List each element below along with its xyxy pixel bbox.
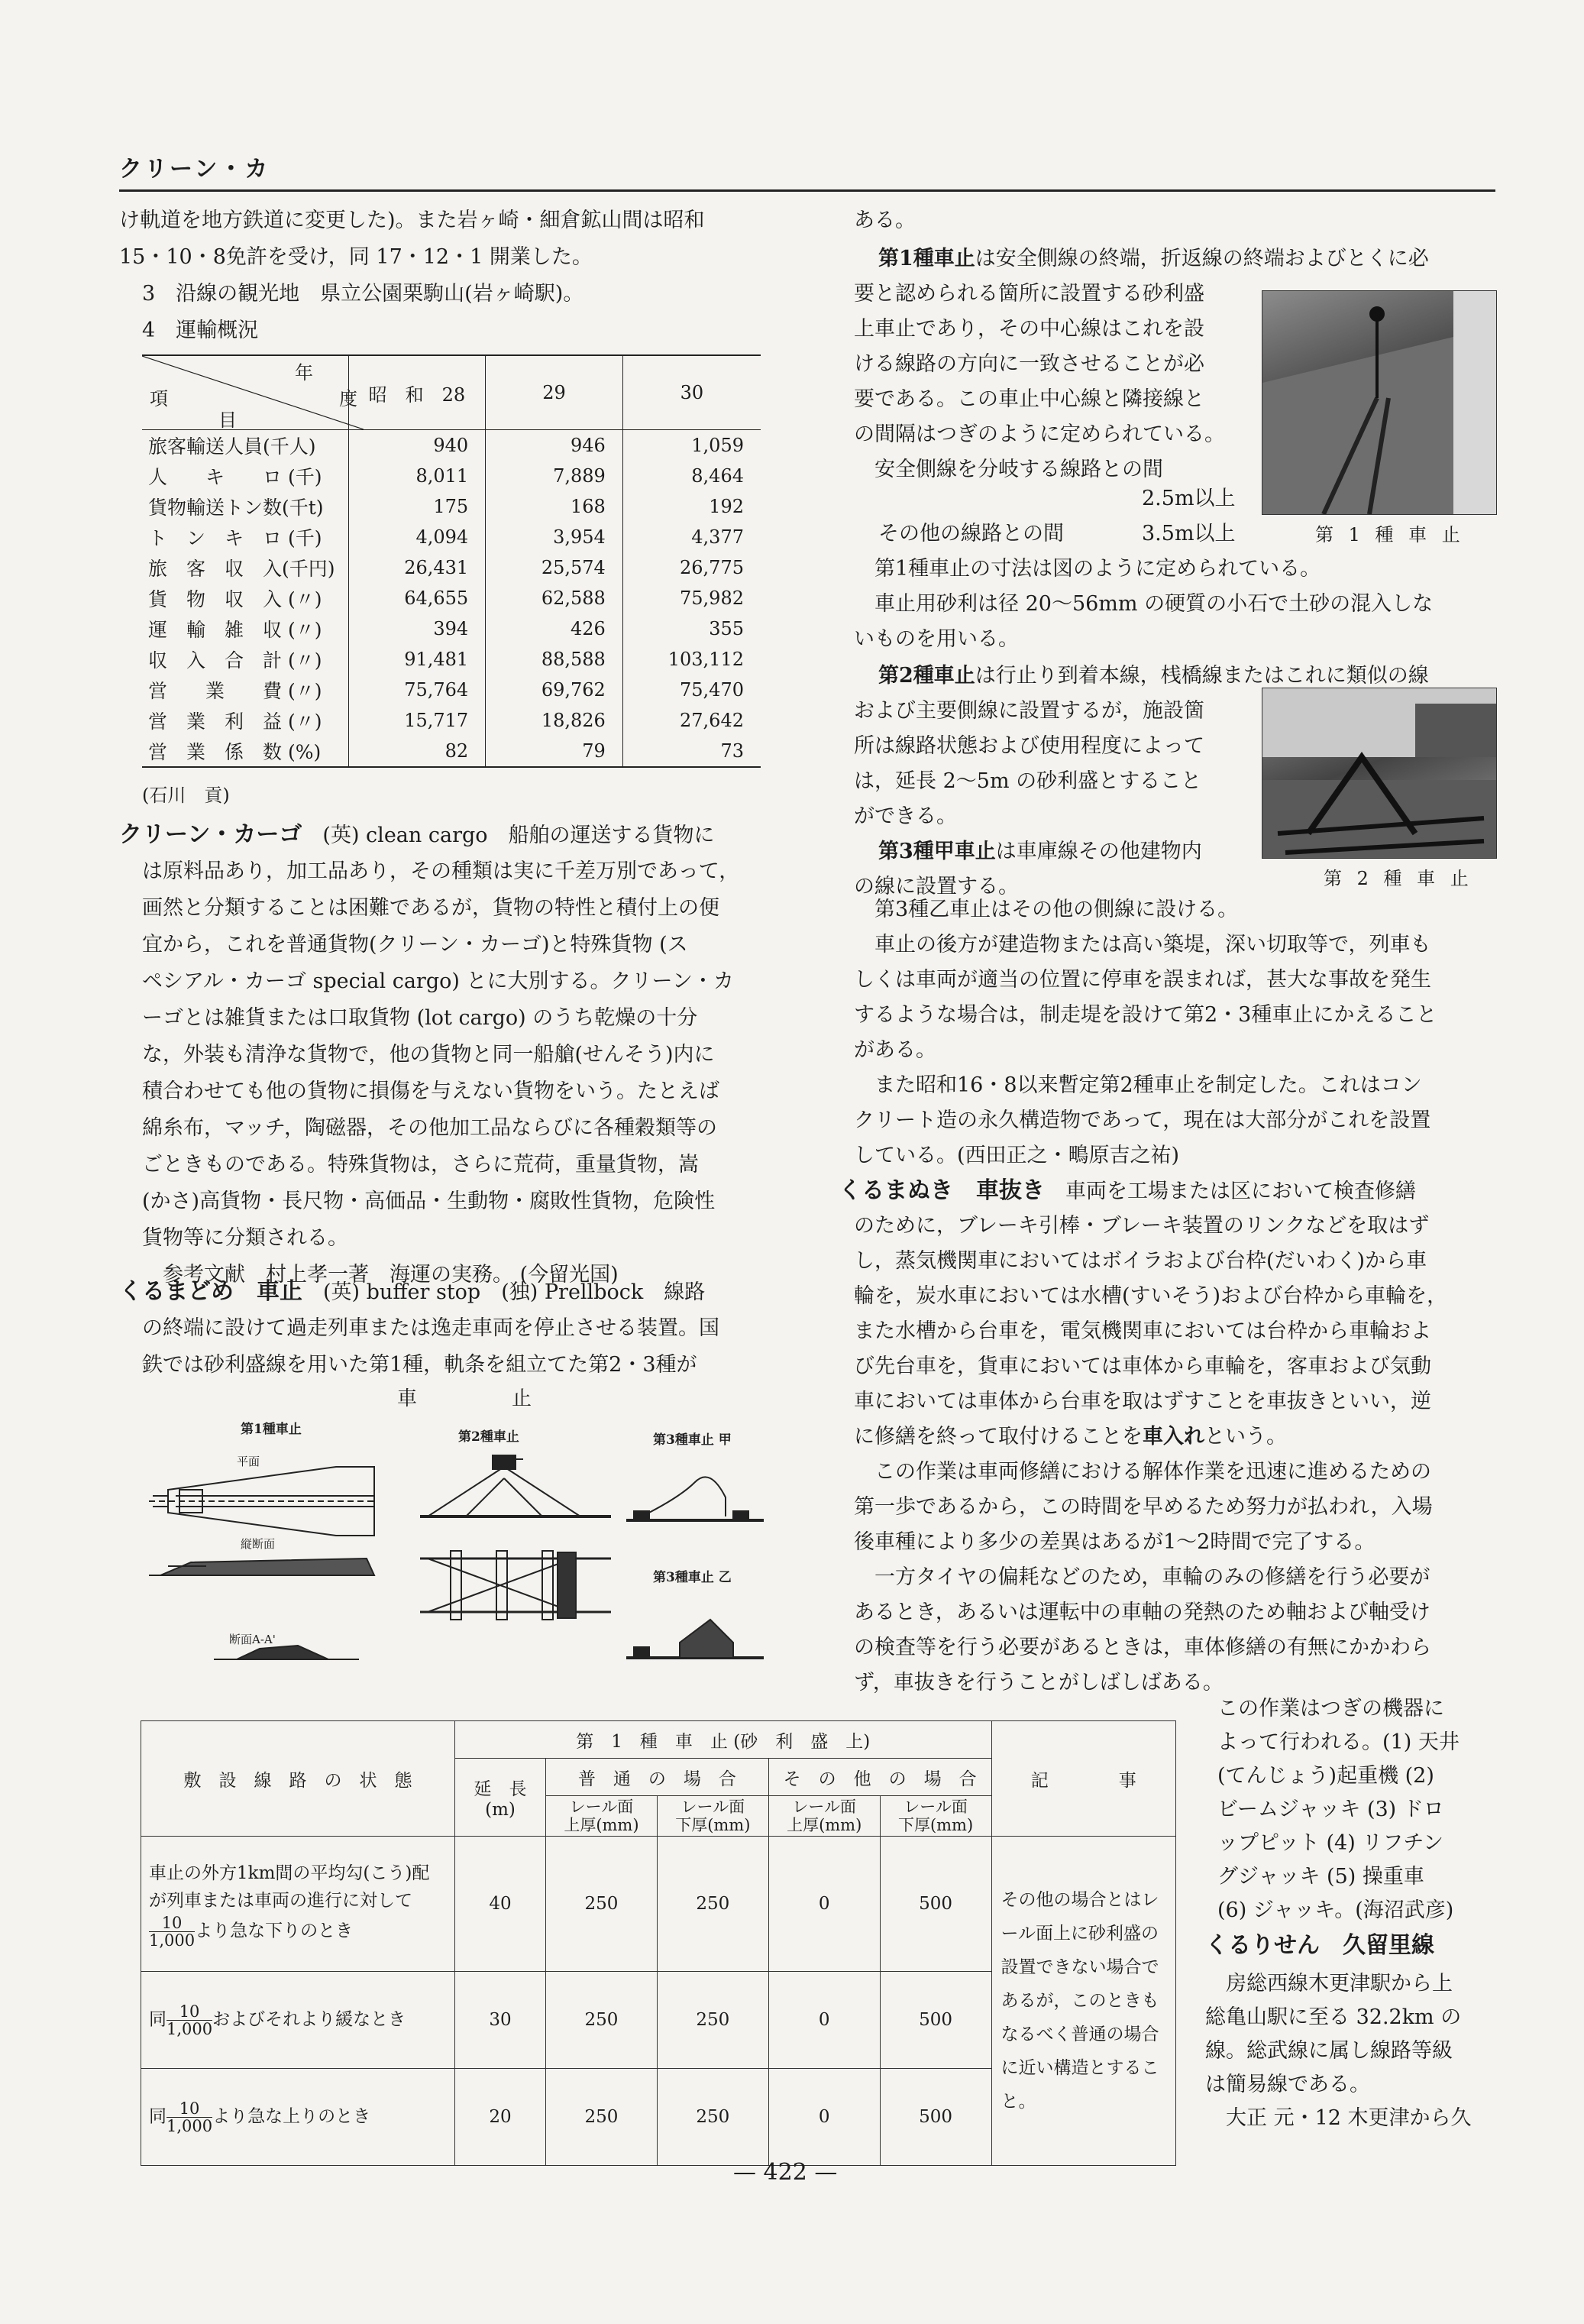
row-value: 62,588 bbox=[486, 583, 623, 613]
row-value: 18,826 bbox=[486, 705, 623, 736]
nuki-last-post: という。 bbox=[1204, 1425, 1287, 1448]
row-value: 69,762 bbox=[486, 675, 623, 705]
table-row bbox=[142, 644, 761, 675]
row-value: 0 bbox=[768, 1837, 880, 1972]
text-line: ップピット (4) リフチン bbox=[1217, 1831, 1443, 1855]
corner-diagonal bbox=[142, 356, 364, 429]
corner-fiscal: 度 bbox=[339, 388, 357, 409]
normal-top-l2: 上厚(mm) bbox=[564, 1816, 639, 1834]
wheel-removal-first: 車両を工場または区において検査修繕 bbox=[1045, 1180, 1416, 1203]
transport-table-body bbox=[142, 430, 761, 768]
row-value: 1,059 bbox=[691, 435, 744, 456]
row-value: 946 bbox=[486, 430, 623, 461]
text-line: 要と認められる箇所に設置する砂利盛 bbox=[854, 282, 1204, 306]
text-line: は，延長 2～5m の砂利盛とすること bbox=[854, 769, 1202, 793]
entry-buffer-stop bbox=[119, 1274, 705, 1310]
figure-drawing bbox=[145, 1413, 779, 1688]
transport-table-header bbox=[142, 355, 761, 430]
kururi-heading: くるりせん 久留里線 bbox=[1205, 1932, 1434, 1959]
table-row bbox=[142, 736, 761, 767]
text-line: 車止用砂利は径 20～56mm の硬質の小石で土砂の混入しな bbox=[854, 592, 1434, 616]
header-rule bbox=[119, 189, 1495, 192]
table-row bbox=[142, 675, 761, 705]
col-head-state: 敷 設 線 路 の 状 態 bbox=[141, 1721, 455, 1837]
corner-item-suffix: 目 bbox=[218, 409, 237, 431]
photo-type2-caption: 第 2 種 車 止 bbox=[1324, 868, 1473, 889]
normal-bottom-l2: 下厚(mm) bbox=[675, 1816, 751, 1834]
text-line: 車止の後方が建造物または高い築堤，深い切取等で，列車も bbox=[854, 933, 1431, 956]
text-line: いものを用いる。 bbox=[854, 627, 1019, 651]
corner-year: 年 bbox=[295, 362, 313, 384]
text-line: よって行われる。(1) 天井 bbox=[1217, 1730, 1460, 1754]
text-line: の間隔はつぎのように定められている。 bbox=[854, 422, 1225, 446]
row-value: 394 bbox=[348, 613, 486, 644]
photo-type1-caption: 第 1 種 車 止 bbox=[1315, 524, 1465, 545]
row-value: 0 bbox=[768, 2069, 880, 2166]
text-line: しくは車両が適当の位置に停車を誤まれば，甚大な事故を発生 bbox=[854, 968, 1431, 992]
row-value: 250 bbox=[657, 1972, 768, 2069]
text-line: あるとき，あるいは運転中の車軸の発熱のため軸および軸受け bbox=[854, 1601, 1430, 1624]
row-value: 426 bbox=[486, 613, 623, 644]
text-line: 15・10・8免許を受け，同 17・12・1 開業した。 bbox=[119, 245, 593, 269]
row-label: 貨物輸送トン数(千t) bbox=[142, 491, 348, 522]
col-head-note: 記 事 bbox=[991, 1721, 1176, 1837]
text-line: クリート造の永久構造物であって，現在は大部分がこれを設置 bbox=[854, 1109, 1431, 1132]
transport-table-corner bbox=[142, 355, 357, 431]
row-value: 75,764 bbox=[348, 675, 486, 705]
row-value: 500 bbox=[880, 1972, 991, 2069]
text-line: 総亀山駅に至る 32.2km の bbox=[1205, 2005, 1462, 2029]
text-line: また昭和16・8以来暫定第2種車止を制定した。これはコン bbox=[854, 1073, 1422, 1097]
type3-heading: 第3種甲車止 bbox=[878, 840, 996, 863]
note-cell: その他の場合とはレール面上に砂利盛の設置できない場合であるが，このときもなるべく普通の場合に近い構造とすること。 bbox=[991, 1837, 1176, 2166]
other-top-l2: 上厚(mm) bbox=[787, 1816, 862, 1834]
right-top-line: ある。 bbox=[854, 209, 916, 232]
normal-top-l1: レール面 bbox=[569, 1798, 634, 1816]
buffer-spec-body bbox=[141, 1837, 1176, 2166]
text-line: 4 運輸概況 bbox=[142, 319, 259, 342]
type1-heading: 第1種車止 bbox=[878, 247, 975, 270]
col-head-normal: 普 通 の 場 合 bbox=[546, 1759, 769, 1796]
row-state: 同 $\frac{10}{1,000}$ およびそれより緩なとき bbox=[141, 1972, 455, 2069]
text-line: 後車種により多少の差異はあるが1～2時間で完了する。 bbox=[854, 1530, 1375, 1554]
col-head-type1: 第 1 種 車 止 (砂 利 盛 上) bbox=[455, 1721, 992, 1759]
other-bottom-l1: レール面 bbox=[904, 1798, 968, 1816]
page-number: — 422 — bbox=[733, 2159, 838, 2186]
entry-clean-cargo-heading: クリーン・カーゴ bbox=[119, 821, 302, 848]
row-value: 27,642 bbox=[680, 710, 744, 731]
row-value: 8,011 bbox=[348, 461, 486, 491]
row-value: 75,470 bbox=[680, 679, 744, 701]
text-line: 綿糸布，マッチ，陶磁器，その他加工品ならびに各種穀類等の bbox=[142, 1116, 718, 1140]
row-value: 15,717 bbox=[348, 705, 486, 736]
row-value: 26,431 bbox=[348, 552, 486, 583]
text-line: グジャッキ (5) 操重車 bbox=[1217, 1865, 1424, 1889]
text-line: 3 沿線の観光地 県立公園栗駒山(岩ヶ崎駅)。 bbox=[142, 282, 584, 306]
row-value: 250 bbox=[657, 2069, 768, 2166]
text-line: ず，車抜きを行うことがしばしばある。 bbox=[854, 1671, 1224, 1694]
text-line: は簡易線である。 bbox=[1205, 2073, 1370, 2096]
page-header-title: クリーン・カ bbox=[119, 156, 270, 183]
text-line: している。(西田正之・鴫原吉之祐) bbox=[854, 1144, 1180, 1167]
text-line: な，外装も清浄な貨物で，他の貨物と同一船艙(せんそう)内に bbox=[142, 1043, 715, 1067]
text-line: (てんじょう)起重機 (2) bbox=[1217, 1764, 1434, 1788]
text-line: 第一歩であるから，この時間を早めるため努力が払われ，入場 bbox=[854, 1495, 1433, 1519]
row-label: 旅客輸送人員(千人) bbox=[142, 430, 348, 461]
text-line: 参考文献 村上孝一著 海運の実務。 (今留光国) bbox=[142, 1263, 619, 1287]
text-line: がある。 bbox=[854, 1038, 936, 1062]
gradient-fraction: $\frac{10}{1,000}$ bbox=[149, 1913, 196, 1950]
text-line: 房総西線木更津駅から上 bbox=[1205, 1972, 1453, 1995]
text-line: この作業は車両修繕における解体作業を迅速に進めるための bbox=[854, 1460, 1431, 1484]
col-other-bottom bbox=[880, 1796, 991, 1837]
photo-type1-content bbox=[1262, 291, 1496, 514]
row-label: 運 輸 雑 収 (〃) bbox=[142, 613, 348, 644]
gradient-fraction: $\frac{10}{1,000}$ bbox=[166, 2099, 213, 2135]
text-line: 画然と分類することは困難であるが，貨物の特性と積付上の便 bbox=[142, 896, 719, 920]
text-line: 安全側線を分岐する線路との間 bbox=[854, 458, 1163, 481]
row-value: 250 bbox=[546, 1837, 658, 1972]
row-value: 40 bbox=[455, 1837, 546, 1972]
wheel-removal-last bbox=[854, 1419, 1287, 1455]
row-value: 3,954 bbox=[486, 522, 623, 552]
wheel-removal-heading: くるまぬき 車抜き bbox=[839, 1177, 1045, 1204]
row-value: 940 bbox=[348, 430, 486, 461]
entry-type3-first bbox=[878, 834, 1202, 869]
row-value: 250 bbox=[546, 2069, 658, 2166]
text-line: するような場合は，制走堤を設けて第2・3種車止にかえること bbox=[854, 1003, 1437, 1027]
text-line: この作業はつぎの機器に bbox=[1217, 1697, 1444, 1720]
row-value: 355 bbox=[709, 618, 744, 639]
text-line: 鉄では砂利盛線を用いた第1種，軌条を組立てた第2・3種が bbox=[142, 1353, 697, 1377]
row-label: 営 業 利 益 (〃) bbox=[142, 705, 348, 736]
author-ishikawa: (石川 貢) bbox=[142, 785, 230, 806]
text-line: 第3種乙車止はその他の側線に設ける。 bbox=[854, 898, 1239, 921]
row-value: 0 bbox=[768, 1972, 880, 2069]
text-line: ペシアル・カーゴ special cargo) とに大別する。クリーン・カ bbox=[142, 969, 734, 993]
type2-first-text: は行止り到着本線，桟橋線またはこれに類似の線 bbox=[975, 664, 1429, 688]
row-value: 4,094 bbox=[348, 522, 486, 552]
row-value: 500 bbox=[880, 1837, 991, 1972]
text-line: ける線路の方向に一致させることが必 bbox=[854, 352, 1204, 376]
type3-first-text: は車庫線その他建物内 bbox=[995, 840, 1202, 863]
text-line: 所は線路状態および使用程度によって bbox=[854, 734, 1204, 758]
text-line: 輪を，炭水車においては水槽(すいそう)および台枠から車輪を， bbox=[854, 1284, 1448, 1308]
text-line: 線。総武線に属し線路等級 bbox=[1205, 2039, 1453, 2063]
row-value: 82 bbox=[348, 736, 486, 767]
fig-label-section: 縦断面 bbox=[241, 1537, 276, 1551]
row-label: 旅 客 収 入(千円) bbox=[142, 552, 348, 583]
row-value: 103,112 bbox=[668, 649, 744, 670]
entry-type1-first bbox=[878, 241, 1429, 277]
text-line: 要である。この車止中心線と隣接線と bbox=[854, 387, 1204, 411]
photo-type2-content bbox=[1262, 688, 1496, 858]
fig-label-type3a: 第3種車止 甲 bbox=[653, 1432, 732, 1448]
row-value: 25,574 bbox=[486, 552, 623, 583]
table-row bbox=[142, 430, 761, 461]
row-value: 73 bbox=[720, 740, 744, 762]
text-line: 宜から，これを普通貨物(クリーン・カーゴ)と特殊貨物 (ス bbox=[142, 933, 688, 956]
dist-other-label: その他の線路との間 bbox=[878, 522, 1064, 545]
text-line: 第1種車止の寸法は図のように定められている。 bbox=[854, 557, 1321, 581]
table-row bbox=[141, 1837, 1176, 1972]
row-state: 同 $\frac{10}{1,000}$ より急な上りのとき bbox=[141, 2069, 455, 2166]
entry-buffer-stop-first: (英) buffer stop (独) Prellbock 線路 bbox=[302, 1280, 706, 1304]
row-value: 250 bbox=[546, 1972, 658, 2069]
gradient-fraction: $\frac{10}{1,000}$ bbox=[166, 2002, 213, 2038]
other-top-l1: レール面 bbox=[792, 1798, 856, 1816]
text-line: ビームジャッキ (3) ドロ bbox=[1217, 1798, 1444, 1821]
table-row bbox=[142, 522, 761, 552]
row-value: 175 bbox=[348, 491, 486, 522]
dist-other-value: 3.5m以上 bbox=[1142, 522, 1236, 545]
text-line: し，蒸気機関車においてはボイラおよび台枠(だいわく)から車 bbox=[854, 1249, 1427, 1273]
photo-type2-buffer-stop bbox=[1262, 688, 1497, 859]
table-row bbox=[142, 613, 761, 644]
text-line: の検査等を行う必要があるときは，車体修繕の有無にかかわら bbox=[854, 1636, 1431, 1659]
text-line: 車においては車体から台車を取はずすことを車抜きといい，逆 bbox=[854, 1390, 1431, 1413]
other-bottom-l2: 下厚(mm) bbox=[897, 1816, 974, 1834]
fig-label-plan: 平面 bbox=[237, 1455, 260, 1468]
row-value: 500 bbox=[880, 2069, 991, 2166]
row-value: 192 bbox=[709, 496, 744, 517]
col-head-other: そ の 他 の 場 合 bbox=[768, 1759, 991, 1796]
row-value: 168 bbox=[486, 491, 623, 522]
row-state: 車止の外方1km間の平均勾(こう)配が列車または車両の進行に対して $\frac{10}{1,000}$ より急な下りのとき bbox=[141, 1837, 455, 1972]
row-label: 収 入 合 計 (〃) bbox=[142, 644, 348, 675]
year-col-30: 30 bbox=[680, 382, 704, 403]
type2-heading: 第2種車止 bbox=[878, 664, 975, 688]
table-row bbox=[142, 461, 761, 491]
row-label: 人 キ ロ (千) bbox=[142, 461, 348, 491]
row-value: 7,889 bbox=[486, 461, 623, 491]
type3-second: の線に設置する。 bbox=[854, 875, 1019, 898]
col-head-length-unit: (m) bbox=[485, 1800, 516, 1820]
buffer-spec-table bbox=[141, 1720, 1176, 2166]
text-line: (6) ジャッキ。(海沼武彦) bbox=[1217, 1898, 1454, 1922]
table-row bbox=[142, 491, 761, 522]
text-line: ーゴとは雑貨または口取貨物 (lot cargo) のうち乾燥の十分 bbox=[142, 1006, 698, 1030]
corner-item: 項 bbox=[150, 388, 168, 409]
term-kuruma-ire: 車入れ bbox=[1143, 1425, 1204, 1448]
table-row bbox=[142, 705, 761, 736]
text-line: ができる。 bbox=[854, 804, 957, 828]
text-line: の終端に設けて過走列車または逸走車両を停止させる装置。国 bbox=[142, 1316, 719, 1340]
row-value: 20 bbox=[455, 2069, 546, 2166]
entry-kururi-line bbox=[1205, 1928, 1434, 1964]
text-line: のために，ブレーキ引棒・ブレーキ装置のリンクなどを取はず bbox=[854, 1214, 1430, 1238]
row-value: 88,588 bbox=[486, 644, 623, 675]
col-head-length bbox=[455, 1759, 546, 1837]
buffer-spec-table-wrap bbox=[141, 1720, 1176, 2166]
col-other-top bbox=[768, 1796, 880, 1837]
row-value: 250 bbox=[657, 1837, 768, 1972]
row-label: 営 業 係 数 (%) bbox=[142, 736, 348, 767]
year-col-28: 昭 和 28 bbox=[348, 355, 486, 430]
row-value: 91,481 bbox=[348, 644, 486, 675]
text-line: 積合わせても他の貨物に損傷を与えない貨物をいう。たとえば bbox=[142, 1079, 719, 1103]
col-normal-bottom bbox=[657, 1796, 768, 1837]
year-col-29: 29 bbox=[486, 355, 623, 430]
figure-buffer-stops bbox=[145, 1413, 779, 1688]
row-value: 64,655 bbox=[348, 583, 486, 613]
normal-bottom-l1: レール面 bbox=[680, 1798, 745, 1816]
type1-first-text: は安全側線の終端，折返線の終端およびとくに必 bbox=[975, 247, 1429, 270]
row-label: ト ン キ ロ (千) bbox=[142, 522, 348, 552]
transport-table-wrap bbox=[142, 354, 761, 768]
row-value: 8,464 bbox=[691, 465, 744, 487]
fig-label-type3b: 第3種車止 乙 bbox=[653, 1570, 732, 1585]
text-line: また水槽から台車を，電気機関車においては台枠から車輪およ bbox=[854, 1319, 1431, 1343]
transport-table bbox=[142, 354, 761, 768]
fig-label-type1: 第1種車止 bbox=[241, 1422, 302, 1437]
text-line: 貨物等に分類される。 bbox=[142, 1226, 348, 1250]
entry-clean-cargo-first: (英) clean cargo 船舶の運送する貨物に bbox=[302, 824, 715, 847]
entry-wheel-removal bbox=[839, 1173, 1416, 1209]
col-normal-top bbox=[546, 1796, 658, 1837]
row-value: 30 bbox=[455, 1972, 546, 2069]
fig-label-type2: 第2種車止 bbox=[458, 1429, 519, 1445]
row-label: 営 業 費 (〃) bbox=[142, 675, 348, 705]
row-value: 26,775 bbox=[680, 557, 744, 578]
text-line: ごときものである。特殊貨物は，さらに荒荷，重量貨物，嵩 bbox=[142, 1153, 699, 1177]
text-line: け軌道を地方鉄道に変更した)。また岩ヶ崎・細倉鉱山間は昭和 bbox=[119, 209, 705, 232]
col-head-length-text: 延 長 bbox=[474, 1779, 527, 1799]
text-line: 大正 元・12 木更津から久 bbox=[1205, 2106, 1472, 2130]
text-line: (かさ)高貨物・長尺物・高価品・生動物・腐敗性貨物，危険性 bbox=[142, 1190, 716, 1213]
photo-type1-buffer-stop bbox=[1262, 290, 1497, 515]
text-line: 一方タイヤの偏耗などのため，車輪のみの修繕を行う必要が bbox=[854, 1565, 1430, 1589]
text-line: び先台車を，貨車においては車体から車輪を，客車および気動 bbox=[854, 1355, 1431, 1378]
fig-label-cross: 断面A-A' bbox=[229, 1633, 276, 1646]
row-value: 79 bbox=[486, 736, 623, 767]
text-line: は原料品あり，加工品あり，その種類は実に千差万別であって， bbox=[142, 859, 740, 883]
text-line: および主要側線に設置するが，施設箇 bbox=[854, 699, 1204, 723]
dist-safety-value: 2.5m以上 bbox=[1142, 487, 1236, 510]
row-label: 貨 物 収 入 (〃) bbox=[142, 583, 348, 613]
entry-buffer-stop-heading: くるまどめ 車止 bbox=[119, 1278, 302, 1305]
row-value: 75,982 bbox=[680, 587, 744, 609]
text-line: 上車止であり，その中心線はこれを設 bbox=[854, 317, 1204, 341]
table-row bbox=[142, 583, 761, 613]
row-value: 4,377 bbox=[691, 526, 744, 548]
figure-title: 車 止 bbox=[397, 1387, 535, 1410]
entry-clean-cargo bbox=[119, 817, 715, 853]
table-row bbox=[142, 552, 761, 583]
nuki-last-pre: に修繕を終って取付けることを bbox=[854, 1425, 1143, 1448]
